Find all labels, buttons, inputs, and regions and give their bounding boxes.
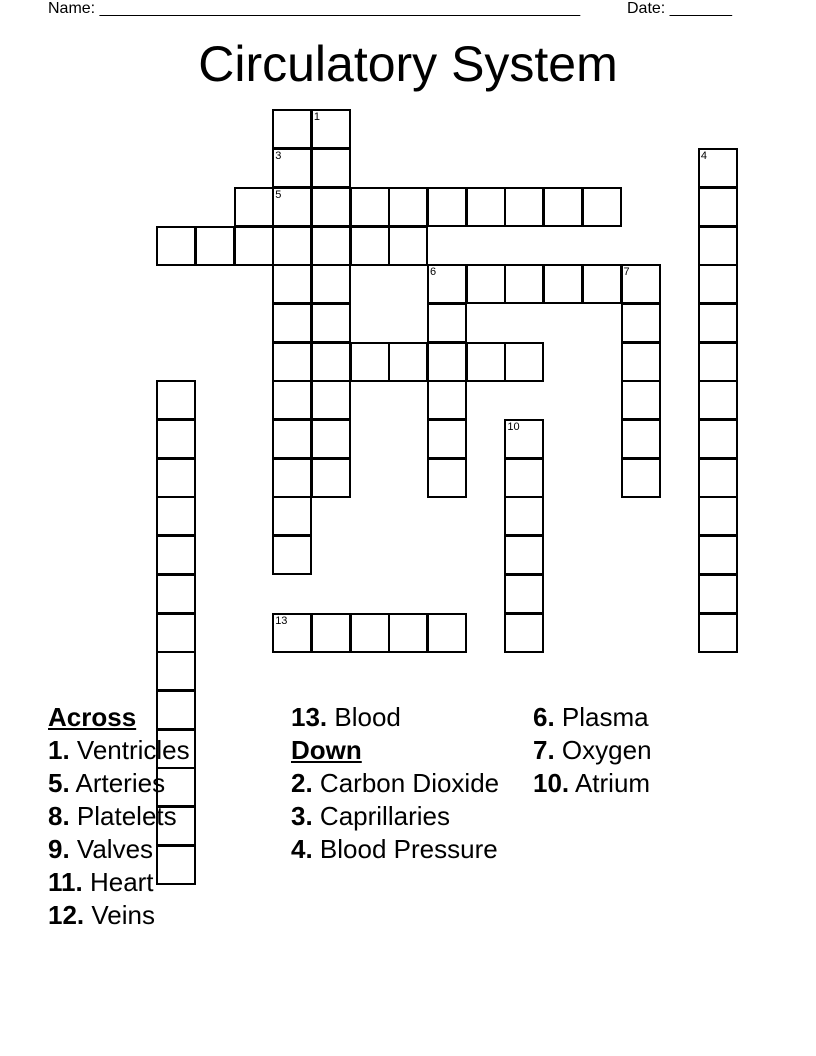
clue-down-6[interactable] (533, 702, 763, 732)
crossword-cell[interactable] (621, 342, 661, 382)
date-field-label[interactable]: Date: _______ (627, 0, 732, 17)
crossword-cell[interactable] (466, 342, 506, 382)
crossword-cell[interactable] (698, 419, 738, 459)
crossword-cell[interactable] (156, 496, 196, 536)
crossword-cell[interactable] (156, 651, 196, 691)
crossword-cell[interactable] (311, 226, 351, 266)
crossword-cell[interactable] (427, 380, 467, 420)
crossword-cell[interactable] (311, 109, 351, 149)
clue-text: Caprillaries (319, 801, 450, 831)
clue-number: 12. (48, 900, 85, 930)
crossword-cell[interactable] (427, 342, 467, 382)
crossword-cell[interactable] (698, 342, 738, 382)
down-heading: Down (291, 735, 362, 765)
crossword-cell[interactable] (156, 458, 196, 498)
clue-down-7[interactable] (533, 735, 763, 765)
clue-across-13[interactable] (291, 702, 521, 732)
crossword-cell[interactable] (543, 187, 583, 227)
clue-down-3[interactable] (291, 801, 521, 831)
clue-text: Blood (334, 702, 401, 732)
crossword-cell[interactable] (504, 264, 544, 304)
clue-text: Blood Pressure (319, 834, 498, 864)
crossword-cell[interactable] (388, 187, 428, 227)
clue-number: 3. (291, 801, 313, 831)
clue-number: 6. (533, 702, 555, 732)
crossword-cell[interactable] (621, 303, 661, 343)
crossword-cell[interactable] (582, 264, 622, 304)
clue-down-10[interactable] (533, 768, 763, 798)
crossword-cell[interactable] (156, 535, 196, 575)
clue-number: 2. (291, 768, 313, 798)
crossword-cell[interactable] (388, 613, 428, 653)
crossword-cell[interactable] (504, 419, 544, 459)
name-field-label[interactable]: Name: ______________________________________________________ (48, 0, 581, 17)
crossword-cell[interactable] (698, 535, 738, 575)
crossword-cell[interactable] (350, 342, 390, 382)
crossword-cell[interactable] (543, 264, 583, 304)
crossword-cell[interactable] (272, 342, 312, 382)
crossword-cell[interactable] (272, 419, 312, 459)
clue-number: 4. (291, 834, 313, 864)
clue-text: Veins (91, 900, 155, 930)
crossword-cell[interactable] (311, 380, 351, 420)
across-heading: Across (48, 702, 137, 732)
clue-text: Arteries (75, 768, 166, 798)
clue-number: 7. (533, 735, 555, 765)
clue-number: 8. (48, 801, 70, 831)
crossword-cell[interactable] (621, 264, 661, 304)
crossword-cell[interactable] (698, 303, 738, 343)
crossword-cell[interactable] (504, 187, 544, 227)
crossword-cell[interactable] (156, 574, 196, 614)
clue-number-label: 3 (275, 150, 282, 163)
crossword-cell[interactable] (311, 458, 351, 498)
crossword-cell[interactable] (698, 264, 738, 304)
crossword-cell[interactable] (582, 187, 622, 227)
crossword-cell[interactable] (388, 226, 428, 266)
clue-number: 5. (48, 768, 70, 798)
clue-number-label: 4 (700, 150, 708, 163)
crossword-cell[interactable] (156, 380, 196, 420)
crossword-cell[interactable] (156, 419, 196, 459)
crossword-cell[interactable] (504, 613, 544, 653)
crossword-cell[interactable] (311, 148, 351, 188)
clue-across-5[interactable] (48, 768, 278, 798)
crossword-cell[interactable] (272, 187, 312, 227)
clue-text: Plasma (561, 702, 649, 732)
page-title: Circulatory System (198, 36, 618, 92)
crossword-cell[interactable] (621, 380, 661, 420)
crossword-cell[interactable] (311, 419, 351, 459)
crossword-cell[interactable] (350, 226, 390, 266)
clue-number: 13. (291, 702, 328, 732)
crossword-cell[interactable] (272, 458, 312, 498)
clue-number: 11. (48, 867, 83, 897)
crossword-cell[interactable] (504, 342, 544, 382)
crossword-cell[interactable] (504, 574, 544, 614)
crossword-cell[interactable] (698, 380, 738, 420)
clue-text: Atrium (574, 768, 651, 798)
clue-number-label: 7 (623, 266, 630, 279)
crossword-cell[interactable] (427, 264, 467, 304)
crossword-cell[interactable] (156, 226, 196, 266)
crossword-cell[interactable] (621, 458, 661, 498)
crossword-cell[interactable] (311, 303, 351, 343)
crossword-cell[interactable] (504, 535, 544, 575)
crossword-cell[interactable] (466, 187, 506, 227)
crossword-cell[interactable] (698, 187, 738, 227)
crossword-cell[interactable] (350, 187, 390, 227)
clue-number-label: 1 (313, 111, 321, 124)
clue-across-8[interactable] (48, 801, 278, 831)
crossword-cell[interactable] (427, 613, 467, 653)
crossword-cell[interactable] (427, 458, 467, 498)
crossword-cell[interactable] (698, 574, 738, 614)
crossword-cell[interactable] (698, 458, 738, 498)
clue-number-label: 13 (275, 614, 288, 627)
clue-number: 1. (48, 735, 70, 765)
clue-number: 9. (48, 834, 70, 864)
crossword-cell[interactable] (427, 303, 467, 343)
clue-text: Heart (89, 867, 154, 897)
clue-number-label: 10 (507, 421, 520, 433)
crossword-cell[interactable] (272, 613, 312, 653)
crossword-cell[interactable] (311, 187, 351, 227)
clue-across-12[interactable] (48, 900, 278, 930)
crossword-cell[interactable] (504, 458, 544, 498)
clue-down-4[interactable] (291, 834, 521, 864)
crossword-cell[interactable] (698, 226, 738, 266)
crossword-cell[interactable] (311, 264, 351, 304)
crossword-cell[interactable] (621, 419, 661, 459)
clue-number: 10. (533, 768, 570, 798)
crossword-cell[interactable] (466, 264, 506, 304)
crossword-cell[interactable] (504, 496, 544, 536)
crossword-cell[interactable] (272, 226, 312, 266)
crossword-cell[interactable] (388, 342, 428, 382)
crossword-cell[interactable] (272, 535, 312, 575)
crossword-cell[interactable] (272, 380, 312, 420)
crossword-cell[interactable] (272, 109, 312, 149)
crossword-cell[interactable] (427, 419, 467, 459)
clue-number-label: 5 (275, 188, 282, 201)
clue-across-1[interactable] (48, 735, 278, 765)
crossword-cell[interactable] (311, 613, 351, 653)
crossword-cell[interactable] (350, 613, 390, 653)
crossword-cell[interactable] (272, 496, 312, 536)
clue-text: Oxygen (561, 735, 652, 765)
clue-text: Valves (76, 834, 154, 864)
clue-across-9[interactable] (48, 834, 278, 864)
crossword-cell[interactable] (195, 226, 235, 266)
clues-column-2 (291, 702, 521, 867)
clue-number-label: 6 (430, 266, 437, 279)
crossword-cell[interactable] (427, 187, 467, 227)
clues-column-3 (533, 702, 763, 801)
clue-across-11[interactable] (48, 867, 278, 897)
clue-text: Ventricles (76, 735, 190, 765)
clue-text: Platelets (76, 801, 177, 831)
crossword-cell[interactable] (698, 496, 738, 536)
crossword-cell[interactable] (234, 226, 274, 266)
crossword-cell[interactable] (234, 187, 274, 227)
crossword-cell[interactable] (272, 148, 312, 188)
clue-down-2[interactable] (291, 768, 521, 798)
crossword-cell[interactable] (698, 148, 738, 188)
crossword-cell[interactable] (272, 303, 312, 343)
crossword-cell[interactable] (156, 613, 196, 653)
clue-text: Carbon Dioxide (319, 768, 500, 798)
clues-column-1 (48, 702, 278, 933)
crossword-cell[interactable] (311, 342, 351, 382)
crossword-cell[interactable] (272, 264, 312, 304)
crossword-cell[interactable] (698, 613, 738, 653)
